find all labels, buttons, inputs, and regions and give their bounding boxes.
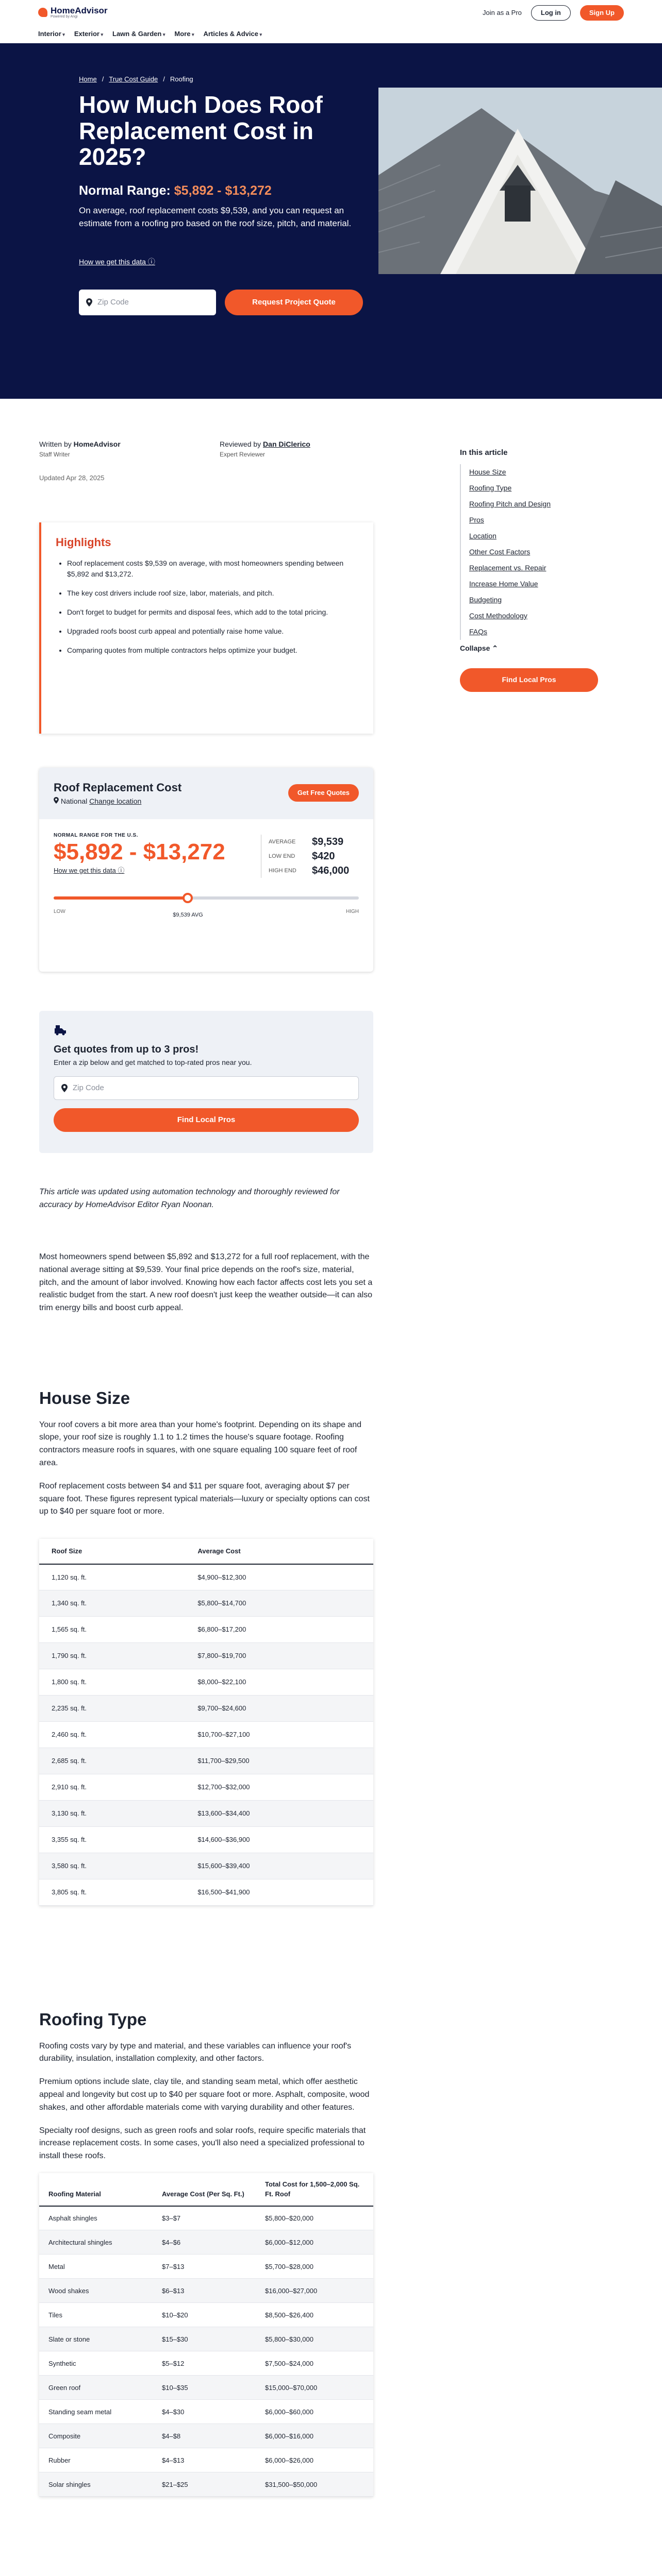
stat-high-label: HIGH END bbox=[269, 867, 296, 874]
section-title: House Size bbox=[39, 1388, 130, 1408]
roofing-type-table bbox=[39, 2173, 373, 2497]
table-cell: Slate or stone bbox=[39, 2327, 153, 2351]
normal-range-label: NORMAL RANGE FOR THE U.S. bbox=[54, 833, 138, 838]
nav-articles[interactable]: Articles & Advice ▾ bbox=[203, 29, 261, 39]
table-row bbox=[39, 2448, 373, 2472]
automation-disclaimer: This article was updated using automation technology and thoroughly reviewed for accuracy by HomeAdvisor Editor Ryan Noonan. bbox=[39, 1188, 340, 1209]
page-title: How Much Does Roof Replacement Cost in 2025? bbox=[79, 91, 323, 171]
table-cell: Synthetic bbox=[39, 2351, 153, 2376]
top-bar bbox=[0, 0, 662, 25]
brand-logo[interactable] bbox=[38, 6, 108, 19]
table-cell: $6,800–$17,200 bbox=[185, 1617, 373, 1643]
table-row bbox=[39, 1801, 373, 1827]
stat-average-label: AVERAGE bbox=[269, 838, 296, 845]
slider-knob bbox=[183, 893, 193, 903]
table-cell: 2,235 sq. ft. bbox=[39, 1696, 185, 1722]
table-row bbox=[39, 2230, 373, 2255]
find-local-pros-button[interactable]: Find Local Pros bbox=[54, 1108, 359, 1132]
table-cell: 3,805 sq. ft. bbox=[39, 1879, 185, 1906]
reviewer-name[interactable]: Dan DiClerico bbox=[263, 440, 310, 448]
section-paragraph: Roof replacement costs between $4 and $11 per square foot, averaging about $7 per square foot. These figures represent typical materials—luxury or specialty options can cost up to $40 per square foot or more. bbox=[39, 1481, 370, 1516]
table-cell: 1,565 sq. ft. bbox=[39, 1617, 185, 1643]
hero-description: On average, roof replacement costs $9,539, and you can request an estimate from a roofing pro based on the roof size, pitch, and material. bbox=[79, 206, 352, 228]
table-row bbox=[39, 2351, 373, 2376]
table-cell: $14,600–$36,900 bbox=[185, 1827, 373, 1853]
section-title: Roofing Type bbox=[39, 2010, 147, 2029]
stat-high-value: $46,000 bbox=[312, 865, 350, 876]
table-row bbox=[39, 2303, 373, 2327]
table-row bbox=[39, 1774, 373, 1801]
table-cell: $16,000–$27,000 bbox=[256, 2279, 373, 2303]
table-cell: 2,685 sq. ft. bbox=[39, 1748, 185, 1774]
table-row bbox=[39, 1564, 373, 1590]
author-info bbox=[39, 439, 121, 459]
table-cell: $6,000–$60,000 bbox=[256, 2400, 373, 2424]
table-row bbox=[39, 2424, 373, 2448]
slider-track bbox=[54, 896, 359, 900]
highlights-title: Highlights bbox=[56, 536, 111, 549]
national-label: National bbox=[60, 797, 88, 805]
slider-low-label: LOW bbox=[54, 909, 65, 914]
zip-placeholder: Zip Code bbox=[97, 297, 129, 307]
toc-item-methodology[interactable]: Cost Methodology bbox=[469, 611, 527, 620]
main-nav bbox=[0, 25, 662, 43]
table-row bbox=[39, 2376, 373, 2400]
table-cell: $5,700–$28,000 bbox=[256, 2255, 373, 2279]
author-name: HomeAdvisor bbox=[73, 440, 121, 448]
table-cell: $15,000–$70,000 bbox=[256, 2376, 373, 2400]
table-cell: $5,800–$30,000 bbox=[256, 2327, 373, 2351]
cost-card bbox=[39, 768, 373, 972]
breadcrumb-separator: / bbox=[163, 75, 165, 83]
slider-average-label: $9,539 AVG bbox=[173, 912, 203, 918]
table-row bbox=[39, 1617, 373, 1643]
hero-range bbox=[79, 181, 272, 201]
author-prefix: Written by bbox=[39, 440, 72, 448]
table-cell: $4,900–$12,300 bbox=[185, 1564, 373, 1590]
table-cell: $4–$13 bbox=[153, 2448, 256, 2472]
roof-illustration bbox=[378, 88, 662, 274]
table-cell: Rubber bbox=[39, 2448, 153, 2472]
highlight-item: • Don't forget to budget for permits and disposal fees, which add to the total pricing. bbox=[67, 607, 359, 618]
info-icon: ⓘ bbox=[147, 258, 155, 266]
table-cell: $4–$8 bbox=[153, 2424, 256, 2448]
table-cell: $7–$13 bbox=[153, 2255, 256, 2279]
table-cell: $10,700–$27,100 bbox=[185, 1722, 373, 1748]
brand-tag: Powered by Angi bbox=[51, 15, 78, 19]
toc-item-home-value[interactable]: Increase Home Value bbox=[469, 579, 538, 588]
table-cell: $10–$20 bbox=[153, 2303, 256, 2327]
table-row bbox=[39, 1879, 373, 1906]
table-cell: $5,800–$14,700 bbox=[185, 1590, 373, 1617]
how-we-get-data-label: How we get this data bbox=[79, 258, 146, 266]
stat-low-value: $420 bbox=[312, 851, 335, 862]
stat-average-value: $9,539 bbox=[312, 836, 344, 848]
toc-item-budgeting[interactable]: Budgeting bbox=[469, 595, 502, 604]
table-cell: $6–$13 bbox=[153, 2279, 256, 2303]
highlight-item: • Upgraded roofs boost curb appeal and potentially raise home value. bbox=[67, 626, 359, 637]
breadcrumb bbox=[79, 74, 193, 84]
table-cell: Standing seam metal bbox=[39, 2400, 153, 2424]
nav-lawn-garden[interactable]: Lawn & Garden ▾ bbox=[112, 29, 165, 39]
author-role: Staff Writer bbox=[39, 451, 70, 458]
location-pin-icon bbox=[54, 797, 59, 804]
how-we-get-data-link[interactable] bbox=[79, 257, 155, 267]
join-as-pro-link[interactable]: Join as a Pro bbox=[483, 9, 522, 16]
highlight-item: • Roof replacement costs $9,539 on average, with most homeowners spending between $5,892 and $13,272. bbox=[67, 558, 359, 580]
toc-collapse-button[interactable] bbox=[460, 643, 598, 654]
location-pin-icon bbox=[61, 1084, 68, 1092]
slider-high-label: HIGH bbox=[346, 909, 359, 914]
table-cell: $8,500–$26,400 bbox=[256, 2303, 373, 2327]
table-row bbox=[39, 2400, 373, 2424]
table-cell: $15–$30 bbox=[153, 2327, 256, 2351]
table-row bbox=[39, 1643, 373, 1669]
nav-more[interactable]: More ▾ bbox=[174, 29, 194, 39]
table-cell: $3–$7 bbox=[153, 2206, 256, 2230]
login-button[interactable]: Log in bbox=[531, 5, 571, 21]
table-cell: Metal bbox=[39, 2255, 153, 2279]
toc-find-pros-button[interactable]: Find Local Pros bbox=[460, 668, 598, 692]
table-row bbox=[39, 2255, 373, 2279]
cost-stats bbox=[261, 835, 349, 878]
table-cell: $5,800–$20,000 bbox=[256, 2206, 373, 2230]
signup-button[interactable]: Sign Up bbox=[580, 5, 624, 21]
range-label: Normal Range: bbox=[79, 183, 171, 198]
house-roof-image bbox=[378, 88, 662, 274]
table-cell: $5–$12 bbox=[153, 2351, 256, 2376]
toc-title: In this article bbox=[460, 448, 508, 457]
range-value: $5,892 - $13,272 bbox=[174, 183, 272, 198]
table-cell: Tiles bbox=[39, 2303, 153, 2327]
get-free-quotes-button[interactable]: Get Free Quotes bbox=[288, 784, 359, 802]
table-cell: $4–$30 bbox=[153, 2400, 256, 2424]
logo-icon bbox=[38, 8, 47, 17]
table-row bbox=[39, 1590, 373, 1617]
table-cell: $7,500–$24,000 bbox=[256, 2351, 373, 2376]
table-cell: Composite bbox=[39, 2424, 153, 2448]
table-cell: $31,500–$50,000 bbox=[256, 2472, 373, 2497]
slider-fill bbox=[54, 896, 188, 900]
toc-item-roofing-type[interactable]: Roofing Type bbox=[469, 483, 512, 492]
section-paragraph: Specialty roof designs, such as green roofs and solar roofs, require specific materials that increase replacement costs. In some cases, you'll also need a specialized professional to install these roofs. bbox=[39, 2126, 366, 2161]
table-row bbox=[39, 1696, 373, 1722]
reviewer-role: Expert Reviewer bbox=[220, 451, 266, 458]
table-header: Roofing Material bbox=[39, 2173, 153, 2206]
cost-range-slider bbox=[54, 896, 359, 916]
hero-zip-input[interactable] bbox=[79, 290, 216, 315]
table-cell: Wood shakes bbox=[39, 2279, 153, 2303]
stat-low-label: LOW END bbox=[269, 853, 295, 859]
table-row bbox=[39, 1669, 373, 1696]
table-row bbox=[39, 2206, 373, 2230]
get-quotes-subtitle: Enter a zip below and get matched to top-rated pros near you. bbox=[54, 1058, 252, 1066]
table-cell: 2,910 sq. ft. bbox=[39, 1774, 185, 1801]
breadcrumb-home[interactable]: Home bbox=[79, 75, 97, 83]
table-cell: $10–$35 bbox=[153, 2376, 256, 2400]
table-cell: $7,800–$19,700 bbox=[185, 1643, 373, 1669]
table-header: Roof Size bbox=[39, 1539, 185, 1564]
table-header: Average Cost (Per Sq. Ft.) bbox=[153, 2173, 256, 2206]
toc-item-faqs[interactable]: FAQs bbox=[469, 627, 488, 636]
section-paragraph: Roofing costs vary by type and material, and these variables can influence your roof's durability, insulation, installation complexity, and other factors. bbox=[39, 2041, 352, 2063]
get-quotes-title: Get quotes from up to 3 pros! bbox=[54, 1044, 199, 1055]
cost-range-value: $5,892 - $13,272 bbox=[54, 839, 225, 865]
cost-card-title: Roof Replacement Cost bbox=[54, 781, 182, 794]
breadcrumb-true-cost[interactable]: True Cost Guide bbox=[109, 75, 158, 83]
table-of-contents bbox=[460, 447, 598, 692]
table-cell: 1,790 sq. ft. bbox=[39, 1643, 185, 1669]
table-cell: 1,800 sq. ft. bbox=[39, 1669, 185, 1696]
table-cell: Architectural shingles bbox=[39, 2230, 153, 2255]
chevron-up-icon: ⌃ bbox=[492, 643, 498, 652]
breadcrumb-roofing: Roofing bbox=[170, 75, 193, 83]
table-row bbox=[39, 1827, 373, 1853]
table-row bbox=[39, 1748, 373, 1774]
collapse-label: Collapse bbox=[460, 643, 490, 652]
nav-interior[interactable]: Interior ▾ bbox=[38, 29, 65, 39]
worker-truck-icon bbox=[54, 1024, 67, 1036]
table-header: Average Cost bbox=[185, 1539, 373, 1564]
table-cell: 1,340 sq. ft. bbox=[39, 1590, 185, 1617]
section-roofing-type bbox=[39, 2009, 373, 2497]
table-cell: 3,580 sq. ft. bbox=[39, 1853, 185, 1879]
zip-placeholder: Zip Code bbox=[73, 1083, 104, 1092]
location-pin-icon bbox=[86, 298, 92, 307]
brand-name: HomeAdvisor bbox=[51, 6, 108, 15]
table-cell: $6,000–$16,000 bbox=[256, 2424, 373, 2448]
table-cell: $4–$6 bbox=[153, 2230, 256, 2255]
table-row bbox=[39, 1722, 373, 1748]
nav-exterior[interactable]: Exterior ▾ bbox=[74, 29, 103, 39]
quotes-zip-input[interactable] bbox=[54, 1076, 359, 1100]
updated-date: Updated Apr 28, 2025 bbox=[39, 474, 105, 482]
table-cell: $6,000–$26,000 bbox=[256, 2448, 373, 2472]
intro-paragraph: Most homeowners spend between $5,892 and $13,272 for a full roof replacement, with the national average sitting at $9,539. Your final price depends on the roof's size, material, pitch, and the amount of labor involved. Knowing how each factor affects cost lets you set a realistic budget from the start. A new roof doesn't just keep the weather outside—it can also trim energy bills and boost curb appeal. bbox=[39, 1252, 373, 1313]
highlight-item: • The key cost drivers include roof size, labor, materials, and pitch. bbox=[67, 588, 359, 599]
table-row bbox=[39, 1853, 373, 1879]
toc-item-pros[interactable]: Pros bbox=[469, 515, 484, 524]
table-cell: 3,355 sq. ft. bbox=[39, 1827, 185, 1853]
table-row bbox=[39, 2327, 373, 2351]
request-quote-button[interactable]: Request Project Quote bbox=[225, 290, 363, 315]
section-paragraph: Your roof covers a bit more area than your home's footprint. Depending on its shape and slope, your roof size is roughly 1.1 to 1.2 times the house's square footage. Roofing contractors measure roofs in squares, with one square equaling 100 square feet of roof area. bbox=[39, 1420, 362, 1467]
highlights-box bbox=[39, 522, 373, 734]
how-we-get-data-label: How we get this data bbox=[54, 866, 116, 874]
table-row bbox=[39, 2279, 373, 2303]
table-row bbox=[39, 2472, 373, 2497]
section-paragraph: Premium options include slate, clay tile, and standing seam metal, which offer aesthetic appeal and longevity but cost up to $40 per square foot or more. Asphalt, composite, wood shakes, and other affordable materials come with varying durability and other features. bbox=[39, 2077, 370, 2112]
highlight-item: • Comparing quotes from multiple contractors helps optimize your budget. bbox=[67, 645, 359, 656]
house-size-table bbox=[39, 1539, 373, 1906]
section-house-size bbox=[39, 1388, 373, 1906]
table-cell: 1,120 sq. ft. bbox=[39, 1564, 185, 1590]
table-header: Total Cost for 1,500–2,000 Sq. Ft. Roof bbox=[256, 2173, 373, 2206]
table-cell: Solar shingles bbox=[39, 2472, 153, 2497]
table-cell: $21–$25 bbox=[153, 2472, 256, 2497]
toc-item-replacement-vs-repair[interactable]: Replacement vs. Repair bbox=[469, 563, 547, 572]
breadcrumb-separator: / bbox=[102, 75, 104, 83]
table-cell: 2,460 sq. ft. bbox=[39, 1722, 185, 1748]
table-cell: 3,130 sq. ft. bbox=[39, 1801, 185, 1827]
table-cell: $15,600–$39,400 bbox=[185, 1853, 373, 1879]
reviewer-prefix: Reviewed by bbox=[220, 440, 261, 448]
get-quotes-box bbox=[39, 1011, 373, 1153]
table-cell: $8,000–$22,100 bbox=[185, 1669, 373, 1696]
change-location-link[interactable]: Change location bbox=[89, 797, 142, 805]
table-cell: Asphalt shingles bbox=[39, 2206, 153, 2230]
table-cell: $9,700–$24,600 bbox=[185, 1696, 373, 1722]
table-cell: $6,000–$12,000 bbox=[256, 2230, 373, 2255]
toc-item-other-factors[interactable]: Other Cost Factors bbox=[469, 547, 531, 556]
info-icon: ⓘ bbox=[118, 866, 125, 874]
toc-item-pitch[interactable]: Roofing Pitch and Design bbox=[469, 499, 551, 508]
reviewer-info bbox=[220, 439, 310, 459]
table-cell: $16,500–$41,900 bbox=[185, 1879, 373, 1906]
table-cell: $13,600–$34,400 bbox=[185, 1801, 373, 1827]
toc-item-location[interactable]: Location bbox=[469, 531, 496, 540]
table-cell: $12,700–$32,000 bbox=[185, 1774, 373, 1801]
toc-item-house-size[interactable]: House Size bbox=[469, 467, 506, 476]
table-cell: Green roof bbox=[39, 2376, 153, 2400]
hero-section bbox=[0, 43, 662, 399]
table-cell: $11,700–$29,500 bbox=[185, 1748, 373, 1774]
